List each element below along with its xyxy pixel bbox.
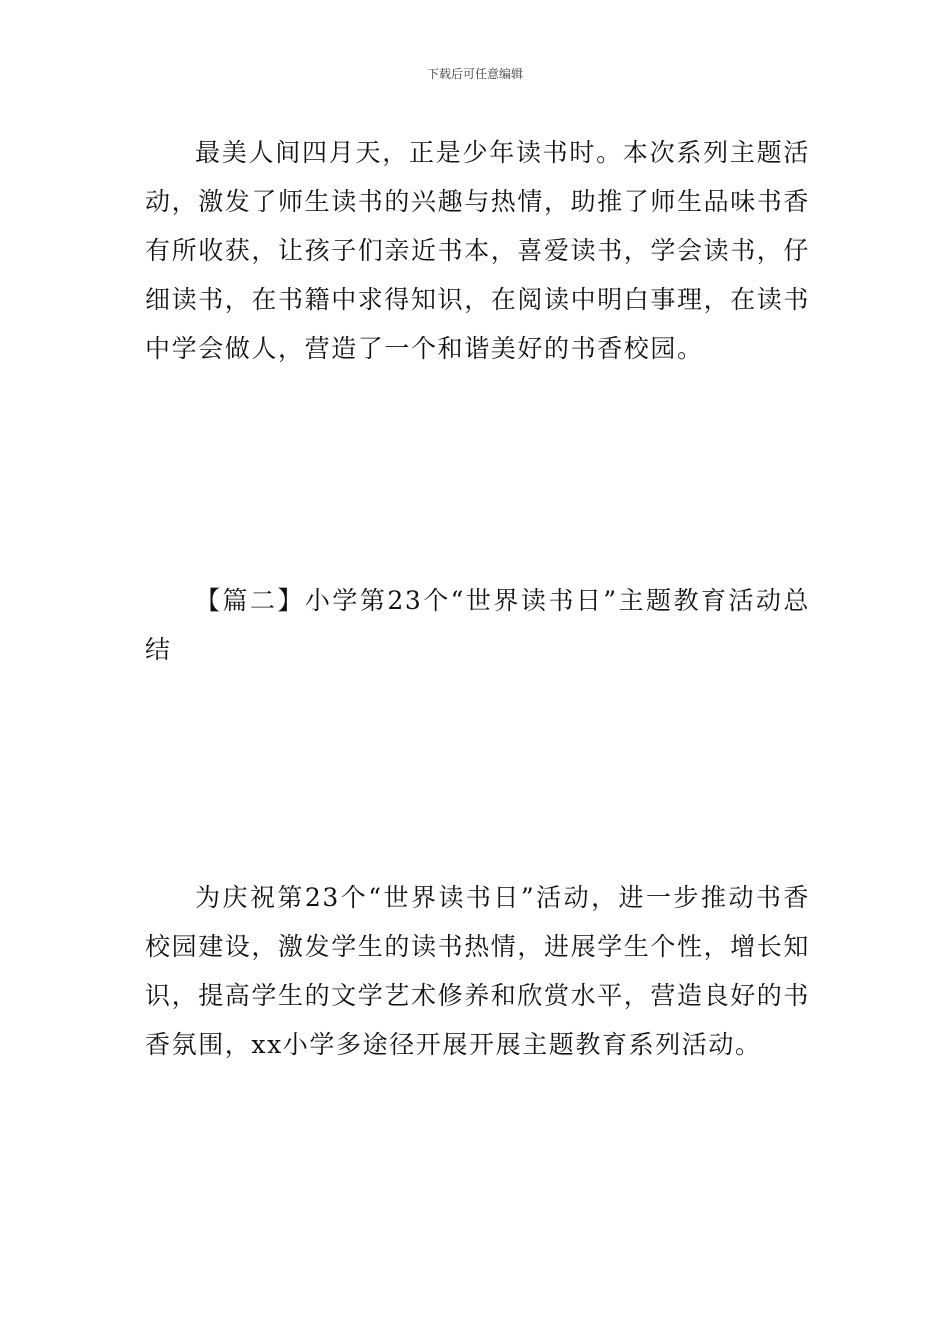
section-heading: 【篇二】小学第23个“世界读书日”主题教育活动总结 (145, 586, 810, 664)
page-header-note: 下载后可任意编辑 (426, 67, 523, 81)
paragraph-activity-intro: 为庆祝第23个“世界读书日”活动，进一步推动书香校园建设，激发学生的读书热情，进展学生个性，增长知识，提高学生的文学艺术修养和欣赏水平，营造良好的书香氛围，xx小学多途径开展开展主题教育系列活动。 (145, 883, 811, 1059)
paragraph-reading-summary: 最美人间四月天，正是少年读书时。本次系列主题活动，激发了师生读书的兴趣与热情，助推了师生品味书香有所收获，让孩子们亲近书本，喜爱读书，学会读书，仔细读书，在书籍中求得知识，在阅读中明白事理，在读书中学会做人，营造了一个和谐美好的书香校园。 (145, 138, 811, 363)
